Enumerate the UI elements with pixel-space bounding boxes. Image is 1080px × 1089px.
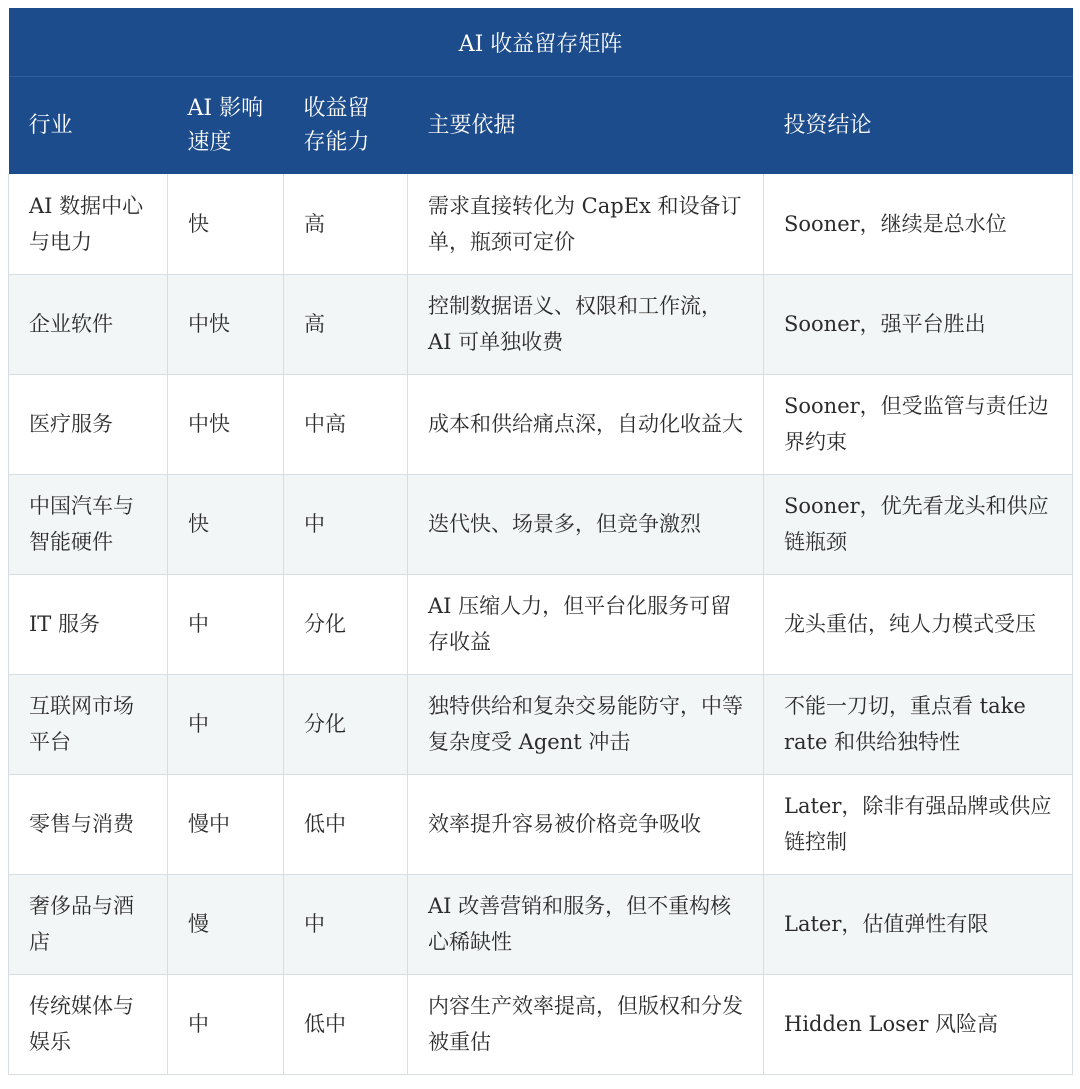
cell-retention: 低中 [284, 774, 408, 874]
cell-basis: 内容生产效率提高，但版权和分发被重估 [408, 974, 764, 1074]
cell-industry: 医疗服务 [9, 374, 168, 474]
cell-industry: 传统媒体与娱乐 [9, 974, 168, 1074]
cell-conclusion: Later，估值弹性有限 [764, 874, 1073, 974]
cell-basis: 效率提升容易被价格竞争吸收 [408, 774, 764, 874]
cell-basis: 独特供给和复杂交易能防守，中等复杂度受 Agent 冲击 [408, 674, 764, 774]
cell-impact-speed: 慢中 [168, 774, 284, 874]
cell-basis: 成本和供给痛点深，自动化收益大 [408, 374, 764, 474]
table-row [9, 574, 1073, 674]
cell-retention: 低中 [284, 974, 408, 1074]
cell-impact-speed: 中快 [168, 274, 284, 374]
cell-conclusion: Later，除非有强品牌或供应链控制 [764, 774, 1073, 874]
cell-basis: AI 压缩人力，但平台化服务可留存收益 [408, 574, 764, 674]
cell-impact-speed: 中快 [168, 374, 284, 474]
header-industry: 行业 [9, 77, 168, 175]
cell-retention: 高 [284, 274, 408, 374]
cell-retention: 中 [284, 474, 408, 574]
cell-industry: 零售与消费 [9, 774, 168, 874]
cell-impact-speed: 中 [168, 574, 284, 674]
cell-conclusion: 不能一刀切，重点看 take rate 和供给独特性 [764, 674, 1073, 774]
cell-conclusion: Sooner，继续是总水位 [764, 174, 1073, 274]
cell-basis: 迭代快、场景多，但竞争激烈 [408, 474, 764, 574]
header-revenue-retention: 收益留存能力 [284, 77, 408, 175]
cell-basis: AI 改善营销和服务，但不重构核心稀缺性 [408, 874, 764, 974]
cell-retention: 分化 [284, 574, 408, 674]
table-row [9, 174, 1073, 274]
cell-impact-speed: 快 [168, 174, 284, 274]
cell-conclusion: Sooner，强平台胜出 [764, 274, 1073, 374]
cell-impact-speed: 中 [168, 974, 284, 1074]
table-title: AI 收益留存矩阵 [9, 8, 1073, 77]
cell-industry: 奢侈品与酒店 [9, 874, 168, 974]
cell-impact-speed: 慢 [168, 874, 284, 974]
header-ai-impact-speed: AI 影响速度 [168, 77, 284, 175]
ai-revenue-retention-matrix [8, 8, 1073, 1075]
cell-industry: 企业软件 [9, 274, 168, 374]
cell-industry: IT 服务 [9, 574, 168, 674]
table-body [9, 174, 1073, 1074]
cell-conclusion: Sooner，但受监管与责任边界约束 [764, 374, 1073, 474]
cell-impact-speed: 中 [168, 674, 284, 774]
cell-basis: 控制数据语义、权限和工作流，AI 可单独收费 [408, 274, 764, 374]
table-row [9, 474, 1073, 574]
header-investment-conclusion: 投资结论 [764, 77, 1073, 175]
table-title-row [9, 8, 1073, 77]
table-row [9, 274, 1073, 374]
table-row [9, 974, 1073, 1074]
cell-retention: 高 [284, 174, 408, 274]
table-row [9, 874, 1073, 974]
cell-impact-speed: 快 [168, 474, 284, 574]
cell-conclusion: Sooner，优先看龙头和供应链瓶颈 [764, 474, 1073, 574]
cell-conclusion: Hidden Loser 风险高 [764, 974, 1073, 1074]
table-header-row [9, 77, 1073, 175]
cell-basis: 需求直接转化为 CapEx 和设备订单，瓶颈可定价 [408, 174, 764, 274]
cell-retention: 中 [284, 874, 408, 974]
table-row [9, 374, 1073, 474]
cell-conclusion: 龙头重估，纯人力模式受压 [764, 574, 1073, 674]
cell-retention: 分化 [284, 674, 408, 774]
header-main-basis: 主要依据 [408, 77, 764, 175]
table-row [9, 674, 1073, 774]
table-row [9, 774, 1073, 874]
cell-industry: AI 数据中心与电力 [9, 174, 168, 274]
cell-retention: 中高 [284, 374, 408, 474]
cell-industry: 互联网市场平台 [9, 674, 168, 774]
cell-industry: 中国汽车与智能硬件 [9, 474, 168, 574]
